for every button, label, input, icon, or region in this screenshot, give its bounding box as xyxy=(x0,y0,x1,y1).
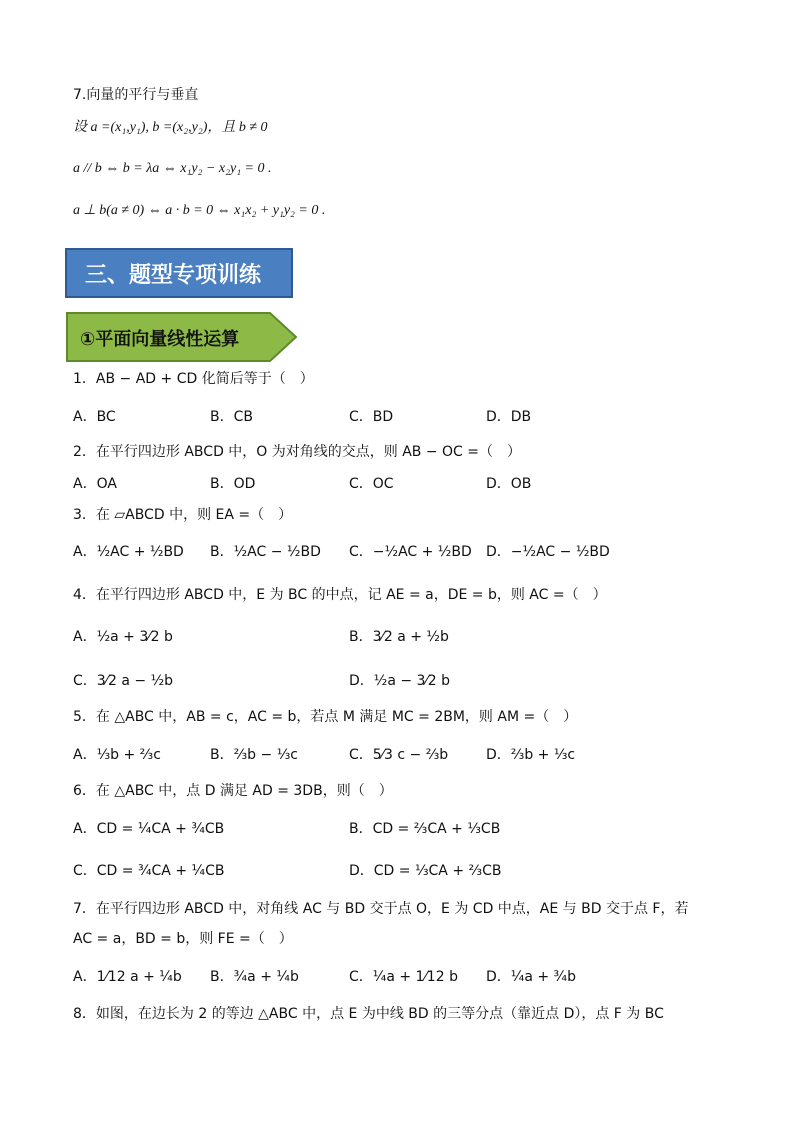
section-title: 三、题型专项训练 xyxy=(85,262,262,288)
section-banner xyxy=(65,248,293,298)
question-7-option-a[interactable]: A．1⁄12 a + ¼b xyxy=(73,969,182,985)
question-7-stem-continued: AC = a，BD = b，则 FE =（ ） xyxy=(73,931,293,947)
question-7-option-c[interactable]: C．¼a + 1⁄12 b xyxy=(349,969,458,985)
question-5-option-c[interactable]: C．5⁄3 c − ⅔b xyxy=(349,747,449,763)
question-3-option-c[interactable]: C．−½AC + ½BD xyxy=(349,544,472,560)
question-7-option-d[interactable]: D．¼a + ¾b xyxy=(486,969,577,985)
question-6-option-c[interactable]: C．CD = ¾CA + ¼CB xyxy=(73,863,225,879)
question-6-option-b[interactable]: B．CD = ⅔CA + ⅓CB xyxy=(349,821,501,837)
question-2-option-d[interactable]: D．OB xyxy=(486,476,532,492)
question-5-option-b[interactable]: B．⅔b − ⅓c xyxy=(210,747,298,763)
question-6-stem: 6．在 △ABC 中，点 D 满足 AD = 3DB，则（ ） xyxy=(73,783,393,799)
question-5-option-d[interactable]: D．⅔b + ⅓c xyxy=(486,747,576,763)
question-2-stem: 2．在平行四边形 ABCD 中，O 为对角线的交点，则 AB − OC =（ ） xyxy=(73,444,522,460)
intro-line-1: 设 a =(x₁,y₁), b =(x₂,y₂)，且 b ≠ 0 xyxy=(73,120,268,135)
question-6-option-a[interactable]: A．CD = ¼CA + ¾CB xyxy=(73,821,225,837)
question-4-option-a[interactable]: A．½a + 3⁄2 b xyxy=(73,629,173,645)
subsection-banner xyxy=(66,312,298,362)
question-2-option-a[interactable]: A．OA xyxy=(73,476,117,492)
question-1-option-a[interactable]: A．BC xyxy=(73,409,116,425)
question-4-stem: 4．在平行四边形 ABCD 中，E 为 BC 的中点，记 AE = a，DE = b，则 AC =（ ） xyxy=(73,587,607,603)
question-4-option-c[interactable]: C．3⁄2 a − ½b xyxy=(73,673,174,689)
question-7-option-b[interactable]: B．¾a + ¼b xyxy=(210,969,299,985)
question-6-option-d[interactable]: D．CD = ⅓CA + ⅔CB xyxy=(349,863,502,879)
question-1-option-b[interactable]: B．CB xyxy=(210,409,253,425)
question-4-option-d[interactable]: D．½a − 3⁄2 b xyxy=(349,673,451,689)
subsection-title: ①平面向量线性运算 xyxy=(80,329,240,350)
question-8-stem: 8．如图，在边长为 2 的等边 △ABC 中，点 E 为中线 BD 的三等分点（靠近点 D），点 F 为 BC xyxy=(73,1006,664,1022)
question-2-option-b[interactable]: B．OD xyxy=(210,476,256,492)
question-3-option-b[interactable]: B．½AC − ½BD xyxy=(210,544,321,560)
question-5-stem: 5．在 △ABC 中，AB = c，AC = b，若点 M 满足 MC = 2BM，则 AM =（ ） xyxy=(73,709,578,725)
question-4-option-b[interactable]: B．3⁄2 a + ½b xyxy=(349,629,449,645)
question-3-option-a[interactable]: A．½AC + ½BD xyxy=(73,544,184,560)
question-1-stem: 1．AB − AD + CD 化简后等于（ ） xyxy=(73,371,314,387)
question-3-option-d[interactable]: D．−½AC − ½BD xyxy=(486,544,610,560)
question-1-option-c[interactable]: C．BD xyxy=(349,409,394,425)
question-2-option-c[interactable]: C．OC xyxy=(349,476,394,492)
question-3-stem: 3．在 ▱ABCD 中，则 EA =（ ） xyxy=(73,507,293,523)
intro-heading: 7.向量的平行与垂直 xyxy=(73,87,199,103)
question-7-stem: 7．在平行四边形 ABCD 中，对角线 AC 与 BD 交于点 O，E 为 CD 中点，AE 与 BD 交于点 F，若 xyxy=(73,901,689,917)
intro-line-3: a ⊥ b(a ≠ 0) ⇔ a · b = 0 ⇔ x₁x₂ + y₁y₂ = 0 . xyxy=(73,203,326,218)
intro-line-2: a // b ⇔ b = λa ⇔ x₁y₂ − x₂y₁ = 0 . xyxy=(73,161,272,176)
question-1-option-d[interactable]: D．DB xyxy=(486,409,532,425)
question-5-option-a[interactable]: A．⅓b + ⅔c xyxy=(73,747,161,763)
